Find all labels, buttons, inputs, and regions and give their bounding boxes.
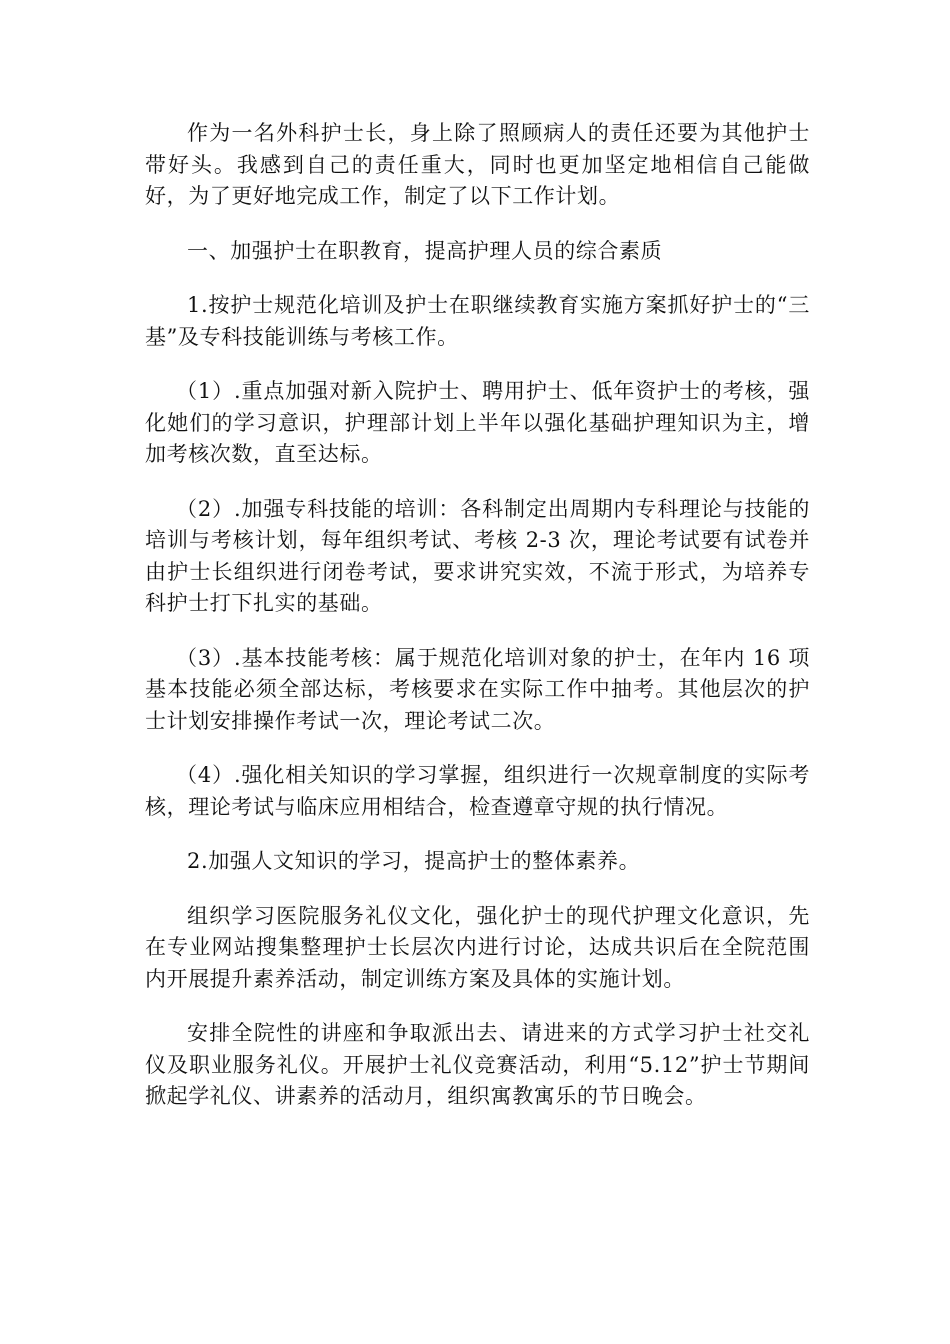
- document-body: [145, 118, 810, 1136]
- paragraph-subitem-4: （4）.强化相关知识的学习掌握，组织进行一次规章制度的实际考核，理论考试与临床应用相结合，检查遵章守规的执行情况。: [145, 763, 810, 819]
- paragraph-body-1: 组织学习医院服务礼仪文化，强化护士的现代护理文化意识，先在专业网站搜集整理护士长层次内进行讨论，达成共识后在全院范围内开展提升素养活动，制定训练方案及具体的实施计划。: [145, 903, 810, 991]
- paragraph-subitem-2: （2）.加强专科技能的培训：各科制定出周期内专科理论与技能的培训与考核计划，每年组织考试、考核 2-3 次，理论考试要有试卷并由护士长组织进行闭卷考试，要求讲究实效，不流于形式，为培养专科护士打下扎实的基础。: [145, 496, 810, 615]
- paragraph-subitem-3: （3）.基本技能考核：属于规范化培训对象的护士，在年内 16 项基本技能必须全部达标，考核要求在实际工作中抽考。其他层次的护士计划安排操作考试一次，理论考试二次。: [145, 645, 810, 733]
- paragraph-item-2: 2.加强人文知识的学习，提高护士的整体素养。: [187, 849, 641, 873]
- paragraph-intro: 作为一名外科护士长，身上除了照顾病人的责任还要为其他护士带好头。我感到自己的责任重大，同时也更加坚定地相信自己能做好，为了更好地完成工作，制定了以下工作计划。: [145, 121, 810, 208]
- paragraph-body-2: 安排全院性的讲座和争取派出去、请进来的方式学习护士社交礼仪及职业服务礼仪。开展护士礼仪竞赛活动，利用“5.12”护士节期间掀起学礼仪、讲素养的活动月，组织寓教寓乐的节日晚会。: [145, 1021, 810, 1108]
- section-heading-1: 一、加强护士在职教育，提高护理人员的综合素质: [187, 238, 663, 263]
- paragraph-item-1: 1.按护士规范化培训及护士在职继续教育实施方案抓好护士的“三基”及专科技能训练与考核工作。: [145, 293, 810, 349]
- paragraph-subitem-1: （1）.重点加强对新入院护士、聘用护士、低年资护士的考核，强化她们的学习意识，护理部计划上半年以强化基础护理知识为主，增加考核次数，直至达标。: [145, 379, 810, 466]
